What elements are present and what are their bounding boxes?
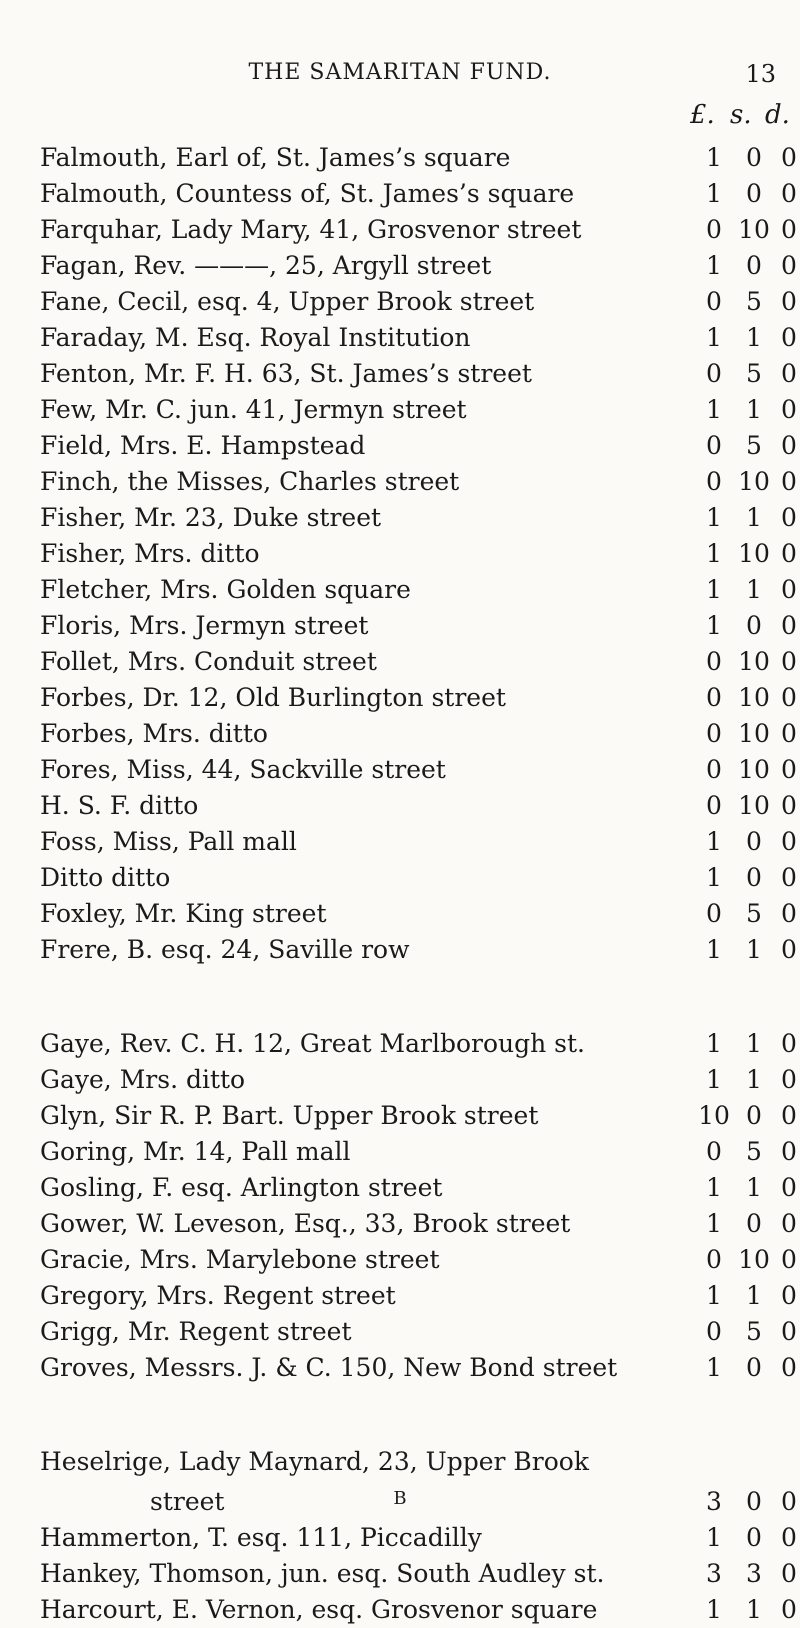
- amount-pounds: 0: [706, 287, 722, 316]
- subscriber-name: Fane, Cecil, esq. 4, Upper Brook street: [40, 287, 535, 316]
- amount-shillings: 0: [746, 1353, 762, 1382]
- amount-pence: 0: [781, 1101, 797, 1130]
- amount-pounds: 0: [706, 683, 722, 712]
- amount-shillings: 1: [746, 1173, 762, 1202]
- list-item: [0, 896, 800, 932]
- list-item: [0, 428, 800, 464]
- amount-shillings: 10: [738, 755, 770, 784]
- amount-shillings: 0: [746, 827, 762, 856]
- amount-shillings: 5: [746, 359, 762, 388]
- amount-pence: 0: [781, 1523, 797, 1552]
- amount-shillings: 0: [746, 611, 762, 640]
- subscriber-name: Finch, the Misses, Charles street: [40, 467, 460, 496]
- amount-shillings: 0: [746, 1209, 762, 1238]
- list-item: [0, 572, 800, 608]
- list-item: [0, 1062, 800, 1098]
- list-item: [0, 860, 800, 896]
- list-item: [0, 248, 800, 284]
- amount-pence: 0: [781, 611, 797, 640]
- subscriber-list: [0, 140, 800, 1628]
- subscriber-name: Gregory, Mrs. Regent street: [40, 1281, 396, 1310]
- subscriber-name: Floris, Mrs. Jermyn street: [40, 611, 369, 640]
- amount-shillings: 5: [746, 1137, 762, 1166]
- amount-pounds: 1: [706, 179, 722, 208]
- subscriber-name: Falmouth, Earl of, St. James’s square: [40, 143, 511, 172]
- amount-pounds: 0: [706, 1245, 722, 1274]
- amount-pence: 0: [781, 1137, 797, 1166]
- amount-pounds: 0: [706, 719, 722, 748]
- subscriber-name: Gower, W. Leveson, Esq., 33, Brook street: [40, 1209, 571, 1238]
- running-title: THE SAMARITAN FUND.: [248, 60, 552, 85]
- amount-pounds: 1: [706, 827, 722, 856]
- page-number: 13: [745, 60, 776, 88]
- amount-pence: 0: [781, 1281, 797, 1310]
- amount-pounds: 1: [706, 1281, 722, 1310]
- amount-pounds: 1: [706, 1595, 722, 1624]
- amount-pounds: 1: [706, 539, 722, 568]
- list-item: [0, 212, 800, 248]
- list-item: [0, 1592, 800, 1628]
- amount-shillings: 1: [746, 1595, 762, 1624]
- list-item: [0, 752, 800, 788]
- list-item: [0, 1556, 800, 1592]
- subscriber-name: Fenton, Mr. F. H. 63, St. James’s street: [40, 359, 532, 388]
- list-item: [0, 1314, 800, 1350]
- amount-pence: 0: [781, 755, 797, 784]
- list-item: [0, 500, 800, 536]
- amount-pence: 0: [781, 827, 797, 856]
- amount-pounds: 1: [706, 1209, 722, 1238]
- amount-pounds: 1: [706, 575, 722, 604]
- subscriber-name: Forbes, Dr. 12, Old Burlington street: [40, 683, 506, 712]
- list-item: [0, 788, 800, 824]
- amount-pounds: 1: [706, 1029, 722, 1058]
- amount-pounds: 1: [706, 503, 722, 532]
- amount-shillings: 10: [738, 215, 770, 244]
- amount-pounds: 0: [706, 467, 722, 496]
- amount-pounds: 1: [706, 1353, 722, 1382]
- amount-shillings: 5: [746, 1317, 762, 1346]
- amount-pounds: 1: [706, 935, 722, 964]
- list-item: [0, 392, 800, 428]
- list-item: [0, 716, 800, 752]
- list-item: [0, 536, 800, 572]
- subscriber-name: Heselrige, Lady Maynard, 23, Upper Brook: [40, 1447, 589, 1476]
- amount-shillings: 10: [738, 1245, 770, 1274]
- subscriber-name: Fletcher, Mrs. Golden square: [40, 575, 411, 604]
- amount-pounds: 1: [706, 863, 722, 892]
- subscriber-name: street: [150, 1487, 225, 1516]
- list-item: [0, 1098, 800, 1134]
- amount-pounds: 0: [706, 899, 722, 928]
- list-item: [0, 932, 800, 968]
- amount-pounds: 0: [706, 215, 722, 244]
- amount-pence: 0: [781, 179, 797, 208]
- amount-pounds: 1: [706, 1523, 722, 1552]
- amount-pence: 0: [781, 1209, 797, 1238]
- amount-pence: 0: [781, 647, 797, 676]
- subscriber-name: Fagan, Rev. ———, 25, Argyll street: [40, 251, 492, 280]
- subscriber-name: Falmouth, Countess of, St. James’s square: [40, 179, 575, 208]
- list-item: [0, 1134, 800, 1170]
- amount-pounds: 0: [706, 431, 722, 460]
- page-header: [0, 60, 800, 90]
- amount-pounds: 1: [706, 395, 722, 424]
- subscriber-name: Few, Mr. C. jun. 41, Jermyn street: [40, 395, 467, 424]
- amount-pounds: 10: [698, 1101, 730, 1130]
- amount-shillings: 0: [746, 863, 762, 892]
- amount-pence: 0: [781, 1065, 797, 1094]
- amount-shillings: 0: [746, 143, 762, 172]
- amount-pounds: 1: [706, 143, 722, 172]
- list-item: [0, 644, 800, 680]
- amount-pence: 0: [781, 863, 797, 892]
- subscriber-name: Field, Mrs. E. Hampstead: [40, 431, 366, 460]
- subscriber-name: Grigg, Mr. Regent street: [40, 1317, 352, 1346]
- amount-shillings: 10: [738, 683, 770, 712]
- amount-shillings: 5: [746, 287, 762, 316]
- amount-pence: 0: [781, 287, 797, 316]
- subscriber-name: Gaye, Rev. C. H. 12, Great Marlborough st.: [40, 1029, 585, 1058]
- list-item: [0, 356, 800, 392]
- column-header-pounds: £.: [690, 100, 715, 130]
- amount-shillings: 10: [738, 539, 770, 568]
- column-header-shillings: s.: [730, 100, 752, 130]
- amount-shillings: 5: [746, 431, 762, 460]
- list-item: [0, 824, 800, 860]
- list-item: [0, 176, 800, 212]
- subscriber-name: Faraday, M. Esq. Royal Institution: [40, 323, 471, 352]
- list-item: [0, 1350, 800, 1386]
- column-header-pence: d.: [765, 100, 790, 130]
- amount-shillings: 10: [738, 467, 770, 496]
- subscriber-name: Farquhar, Lady Mary, 41, Grosvenor street: [40, 215, 582, 244]
- amount-pounds: 1: [706, 1065, 722, 1094]
- amount-pence: 0: [781, 323, 797, 352]
- subscriber-name: Harcourt, E. Vernon, esq. Grosvenor square: [40, 1595, 598, 1624]
- list-item: [0, 464, 800, 500]
- amount-pounds: 1: [706, 1173, 722, 1202]
- signature-mark: B: [393, 1488, 407, 1509]
- amount-shillings: 10: [738, 791, 770, 820]
- amount-pounds: 3: [706, 1559, 722, 1588]
- amount-pence: 0: [781, 467, 797, 496]
- list-item: [0, 608, 800, 644]
- subscriber-name: Gosling, F. esq. Arlington street: [40, 1173, 443, 1202]
- amount-pence: 0: [781, 359, 797, 388]
- list-item: [0, 320, 800, 356]
- amount-shillings: 1: [746, 395, 762, 424]
- amount-shillings: 1: [746, 1029, 762, 1058]
- amount-pence: 0: [781, 719, 797, 748]
- amount-pounds: 0: [706, 1137, 722, 1166]
- list-item: [0, 1520, 800, 1556]
- list-item: [0, 1278, 800, 1314]
- list-item: [0, 1026, 800, 1062]
- amount-pence: 0: [781, 539, 797, 568]
- list-item: [0, 1170, 800, 1206]
- subscriber-name: Goring, Mr. 14, Pall mall: [40, 1137, 351, 1166]
- amount-pence: 0: [781, 575, 797, 604]
- subscriber-name: Fisher, Mr. 23, Duke street: [40, 503, 382, 532]
- amount-shillings: 0: [746, 1523, 762, 1552]
- amount-shillings: 0: [746, 1487, 762, 1516]
- list-item: [0, 1206, 800, 1242]
- amount-pence: 0: [781, 1559, 797, 1588]
- amount-shillings: 3: [746, 1559, 762, 1588]
- subscriber-name: Follet, Mrs. Conduit street: [40, 647, 377, 676]
- amount-shillings: 1: [746, 575, 762, 604]
- list-item: [0, 1444, 800, 1484]
- amount-shillings: 1: [746, 935, 762, 964]
- amount-pence: 0: [781, 1353, 797, 1382]
- subscriber-name: Forbes, Mrs. ditto: [40, 719, 268, 748]
- subscriber-name: Hammerton, T. esq. 111, Piccadilly: [40, 1523, 482, 1552]
- amount-pence: 0: [781, 251, 797, 280]
- amount-pence: 0: [781, 1029, 797, 1058]
- amount-pence: 0: [781, 791, 797, 820]
- amount-shillings: 5: [746, 899, 762, 928]
- amount-pence: 0: [781, 503, 797, 532]
- amount-pence: 0: [781, 899, 797, 928]
- amount-pence: 0: [781, 935, 797, 964]
- amount-pence: 0: [781, 1595, 797, 1624]
- subscriber-name: Ditto ditto: [40, 863, 171, 892]
- amount-shillings: 10: [738, 647, 770, 676]
- amount-pence: 0: [781, 395, 797, 424]
- amount-pounds: 0: [706, 359, 722, 388]
- amount-pounds: 1: [706, 323, 722, 352]
- amount-pounds: 3: [706, 1487, 722, 1516]
- amount-shillings: 1: [746, 1065, 762, 1094]
- amount-pence: 0: [781, 1173, 797, 1202]
- amount-shillings: 10: [738, 719, 770, 748]
- list-item: [0, 284, 800, 320]
- subscriber-name: Gaye, Mrs. ditto: [40, 1065, 246, 1094]
- amount-pence: 0: [781, 683, 797, 712]
- amount-pounds: 0: [706, 1317, 722, 1346]
- subscriber-name: Glyn, Sir R. P. Bart. Upper Brook street: [40, 1101, 539, 1130]
- subscriber-name: Fisher, Mrs. ditto: [40, 539, 260, 568]
- amount-shillings: 0: [746, 179, 762, 208]
- amount-shillings: 1: [746, 503, 762, 532]
- amount-shillings: 1: [746, 323, 762, 352]
- amount-shillings: 0: [746, 251, 762, 280]
- amount-pounds: 1: [706, 251, 722, 280]
- subscriber-name: Gracie, Mrs. Marylebone street: [40, 1245, 440, 1274]
- subscriber-name: Foxley, Mr. King street: [40, 899, 327, 928]
- amount-pence: 0: [781, 431, 797, 460]
- amount-pence: 0: [781, 1487, 797, 1516]
- subscriber-name: Foss, Miss, Pall mall: [40, 827, 297, 856]
- list-item: [0, 1242, 800, 1278]
- subscriber-name: Frere, B. esq. 24, Saville row: [40, 935, 410, 964]
- amount-pounds: 0: [706, 755, 722, 784]
- amount-pounds: 0: [706, 791, 722, 820]
- subscriber-name: Fores, Miss, 44, Sackville street: [40, 755, 446, 784]
- subscriber-name: Groves, Messrs. J. & C. 150, New Bond street: [40, 1353, 618, 1382]
- amount-pence: 0: [781, 1245, 797, 1274]
- amount-pence: 0: [781, 215, 797, 244]
- amount-pence: 0: [781, 143, 797, 172]
- amount-shillings: 0: [746, 1101, 762, 1130]
- amount-pounds: 1: [706, 611, 722, 640]
- subscriber-name: H. S. F. ditto: [40, 791, 199, 820]
- subscriber-name: Hankey, Thomson, jun. esq. South Audley st.: [40, 1559, 605, 1588]
- amount-pounds: 0: [706, 647, 722, 676]
- list-item: [0, 680, 800, 716]
- amount-shillings: 1: [746, 1281, 762, 1310]
- amount-pence: 0: [781, 1317, 797, 1346]
- list-item: [0, 140, 800, 176]
